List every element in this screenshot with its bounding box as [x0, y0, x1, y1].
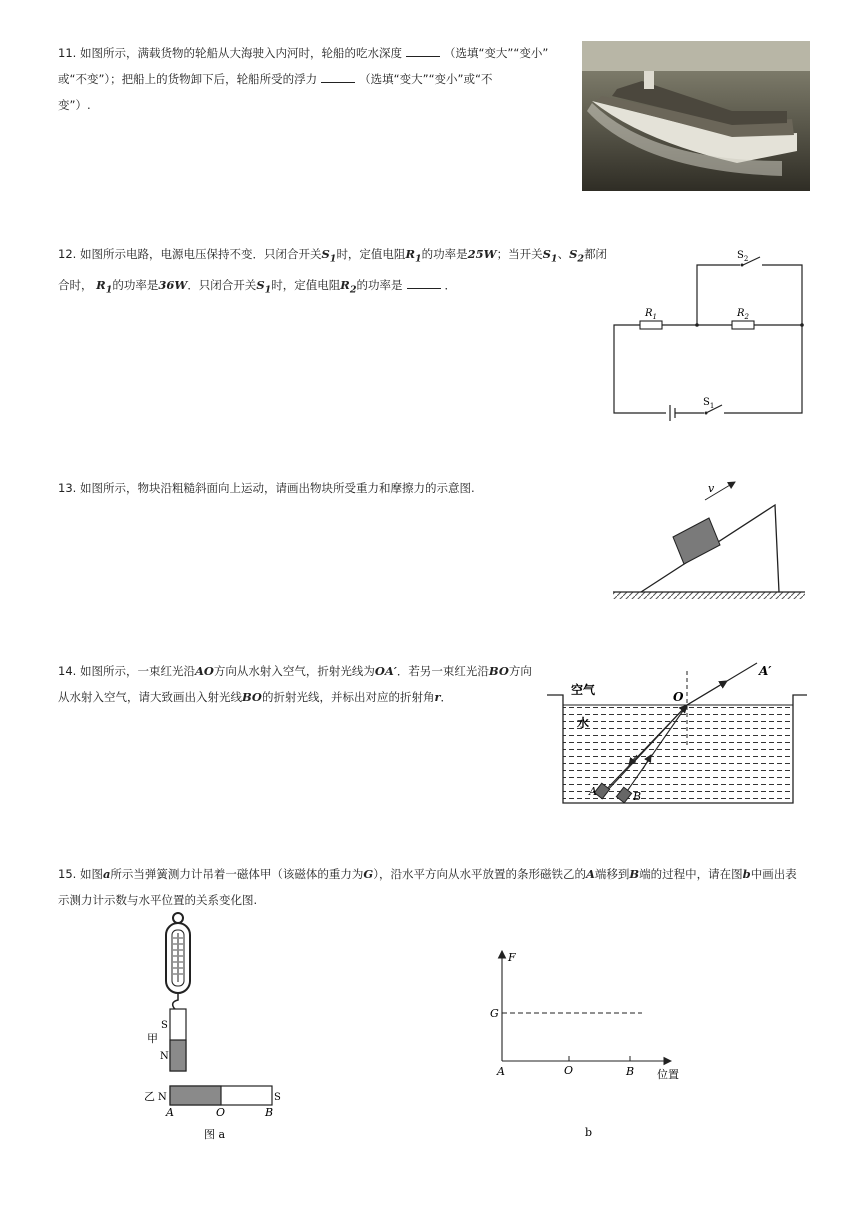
q15-text-1: 15. 如图	[58, 867, 103, 881]
q14-text-2: 方向从水射入空气，折射光线为	[213, 664, 375, 678]
incline-diagram	[605, 470, 810, 605]
label-jia: 甲	[147, 1032, 158, 1045]
q12-text-7: 合时，	[58, 278, 93, 293]
label-v: v	[708, 482, 715, 495]
q12-blank[interactable]	[407, 288, 441, 289]
q12-power-2: 36W	[158, 278, 188, 293]
q12-s1-ref-2: $S_1$	[542, 247, 558, 265]
q11-line1b: （选填“变大”“变小”	[443, 46, 549, 60]
q15-text-2: 所示当弹簧测力计吊着一磁体甲（该磁体的重力为	[110, 867, 364, 881]
q11-line1: 11. 如图所示，满载货物的轮船从大海驶入内河时，轮船的吃水深度	[58, 46, 402, 60]
label-r1: $R_1$	[645, 308, 657, 321]
q15-A-ref: A	[585, 867, 595, 881]
q14-oa-prime: OA′	[374, 664, 397, 678]
label-f: F	[508, 951, 516, 964]
q15-b-ref: b	[742, 867, 751, 881]
label-s1: $S_1$	[703, 397, 715, 410]
resistor-r1	[640, 321, 662, 329]
q11-line2b: （选填“变大”“变小”或“不	[359, 72, 493, 86]
q12-text-6: 都闭	[584, 247, 608, 261]
label-b: B	[633, 790, 642, 803]
label-s-top: S	[161, 1020, 168, 1031]
refraction-diagram	[545, 655, 810, 810]
q11-blank-1[interactable]	[406, 56, 440, 57]
label-b: B	[265, 1106, 274, 1119]
q12-text-3: 的功率是	[421, 247, 468, 261]
q12-text-11: 的功率是	[356, 278, 403, 293]
label-o: O	[564, 1064, 574, 1077]
q12-text-9: ．只闭合开关	[187, 278, 257, 293]
q11-line3: 变”）.	[58, 98, 91, 112]
q14-text-5: 从水射入空气，请大致画出入射光线	[58, 690, 242, 704]
q12-text-12: ．	[444, 278, 457, 293]
q14-r: r	[434, 690, 441, 704]
figure-a-spring-scale	[140, 908, 300, 1146]
q14-text-7: ．	[440, 690, 453, 704]
q14-text-4: 方向	[508, 664, 532, 678]
q14-text-6: 的折射光线，并标出对应的折射角	[261, 690, 435, 704]
label-n-left: N	[158, 1092, 167, 1103]
label-yi: 乙	[144, 1090, 155, 1103]
q12-s1-ref: $S_1$	[321, 247, 337, 265]
q12-s1-ref-3: $S_1$	[256, 278, 272, 296]
q11-blank-2[interactable]	[321, 82, 355, 83]
label-water: 水	[577, 716, 590, 730]
q15-text-5: 端的过程中，请在图	[639, 867, 743, 881]
resistor-r2	[732, 321, 754, 329]
question-15	[58, 861, 818, 913]
q12-text-5: 、	[557, 247, 570, 261]
label-n-top: N	[160, 1051, 169, 1062]
label-o: O	[673, 690, 684, 704]
figure-b-graph	[485, 945, 695, 1145]
q14-bo-2: BO	[242, 690, 262, 704]
q13-text: 13. 如图所示，物块沿粗糙斜面向上运动，请画出物块所受重力和摩擦力的示意图.	[58, 481, 475, 495]
q15-B-ref: B	[629, 867, 640, 881]
q12-text-1: 12. 如图所示电路，电源电压保持不变．只闭合开关	[58, 247, 322, 261]
q14-text-1: 14. 如图所示，一束红光沿	[58, 664, 195, 678]
label-s2: $S_2$	[737, 250, 749, 263]
q15-text-7: 示测力计示数与水平位置的关系变化图.	[58, 893, 258, 907]
q15-text-3: ），沿水平方向从水平放置的条形磁铁乙的	[373, 867, 586, 881]
q11-line2: 或“不变”）；把船上的货物卸下后，轮船所受的浮力	[58, 72, 318, 86]
label-o: O	[216, 1106, 226, 1119]
question-11	[58, 40, 568, 118]
circuit-diagram	[600, 245, 815, 425]
label-a: A	[589, 785, 597, 798]
q12-text-2: 时，定值电阻	[336, 247, 406, 261]
figure-b-caption: b	[585, 1126, 593, 1139]
q12-text-4: ；当开关	[496, 247, 543, 261]
q12-s2-ref: $S_2$	[569, 247, 585, 265]
question-12	[58, 241, 608, 304]
label-s-right: S	[274, 1092, 281, 1103]
q15-text-4: 端移到	[594, 867, 630, 881]
q15-a-ref: a	[102, 867, 111, 881]
label-g: G	[490, 1007, 499, 1020]
label-position: 位置	[657, 1068, 679, 1081]
label-b: B	[626, 1065, 635, 1078]
q14-ao: AO	[194, 664, 214, 678]
sliding-block	[673, 518, 720, 564]
ship-photo	[582, 41, 810, 191]
q14-text-3: ．若另一束红光沿	[396, 664, 489, 678]
question-13	[58, 475, 578, 501]
label-air: 空气	[571, 683, 596, 697]
q12-power-1: 25W	[467, 247, 497, 261]
q12-r2-ref: $R_2$	[340, 278, 357, 296]
q14-bo: BO	[488, 664, 509, 678]
q12-text-10: 时，定值电阻	[271, 278, 341, 293]
q15-text-6: 中画出表	[750, 867, 797, 881]
question-14	[58, 658, 538, 710]
label-a: A	[166, 1106, 174, 1119]
label-r2: $R_2$	[737, 308, 749, 321]
q12-text-8: 的功率是	[112, 278, 159, 293]
label-a: A	[497, 1065, 505, 1078]
q12-r1-ref-2: $R_1$	[96, 278, 113, 296]
q12-r1-ref: $R_1$	[405, 247, 422, 265]
q15-g-ref: G	[363, 867, 374, 881]
label-a-prime: A′	[759, 664, 772, 678]
figure-a-caption: 图 a	[204, 1128, 226, 1141]
